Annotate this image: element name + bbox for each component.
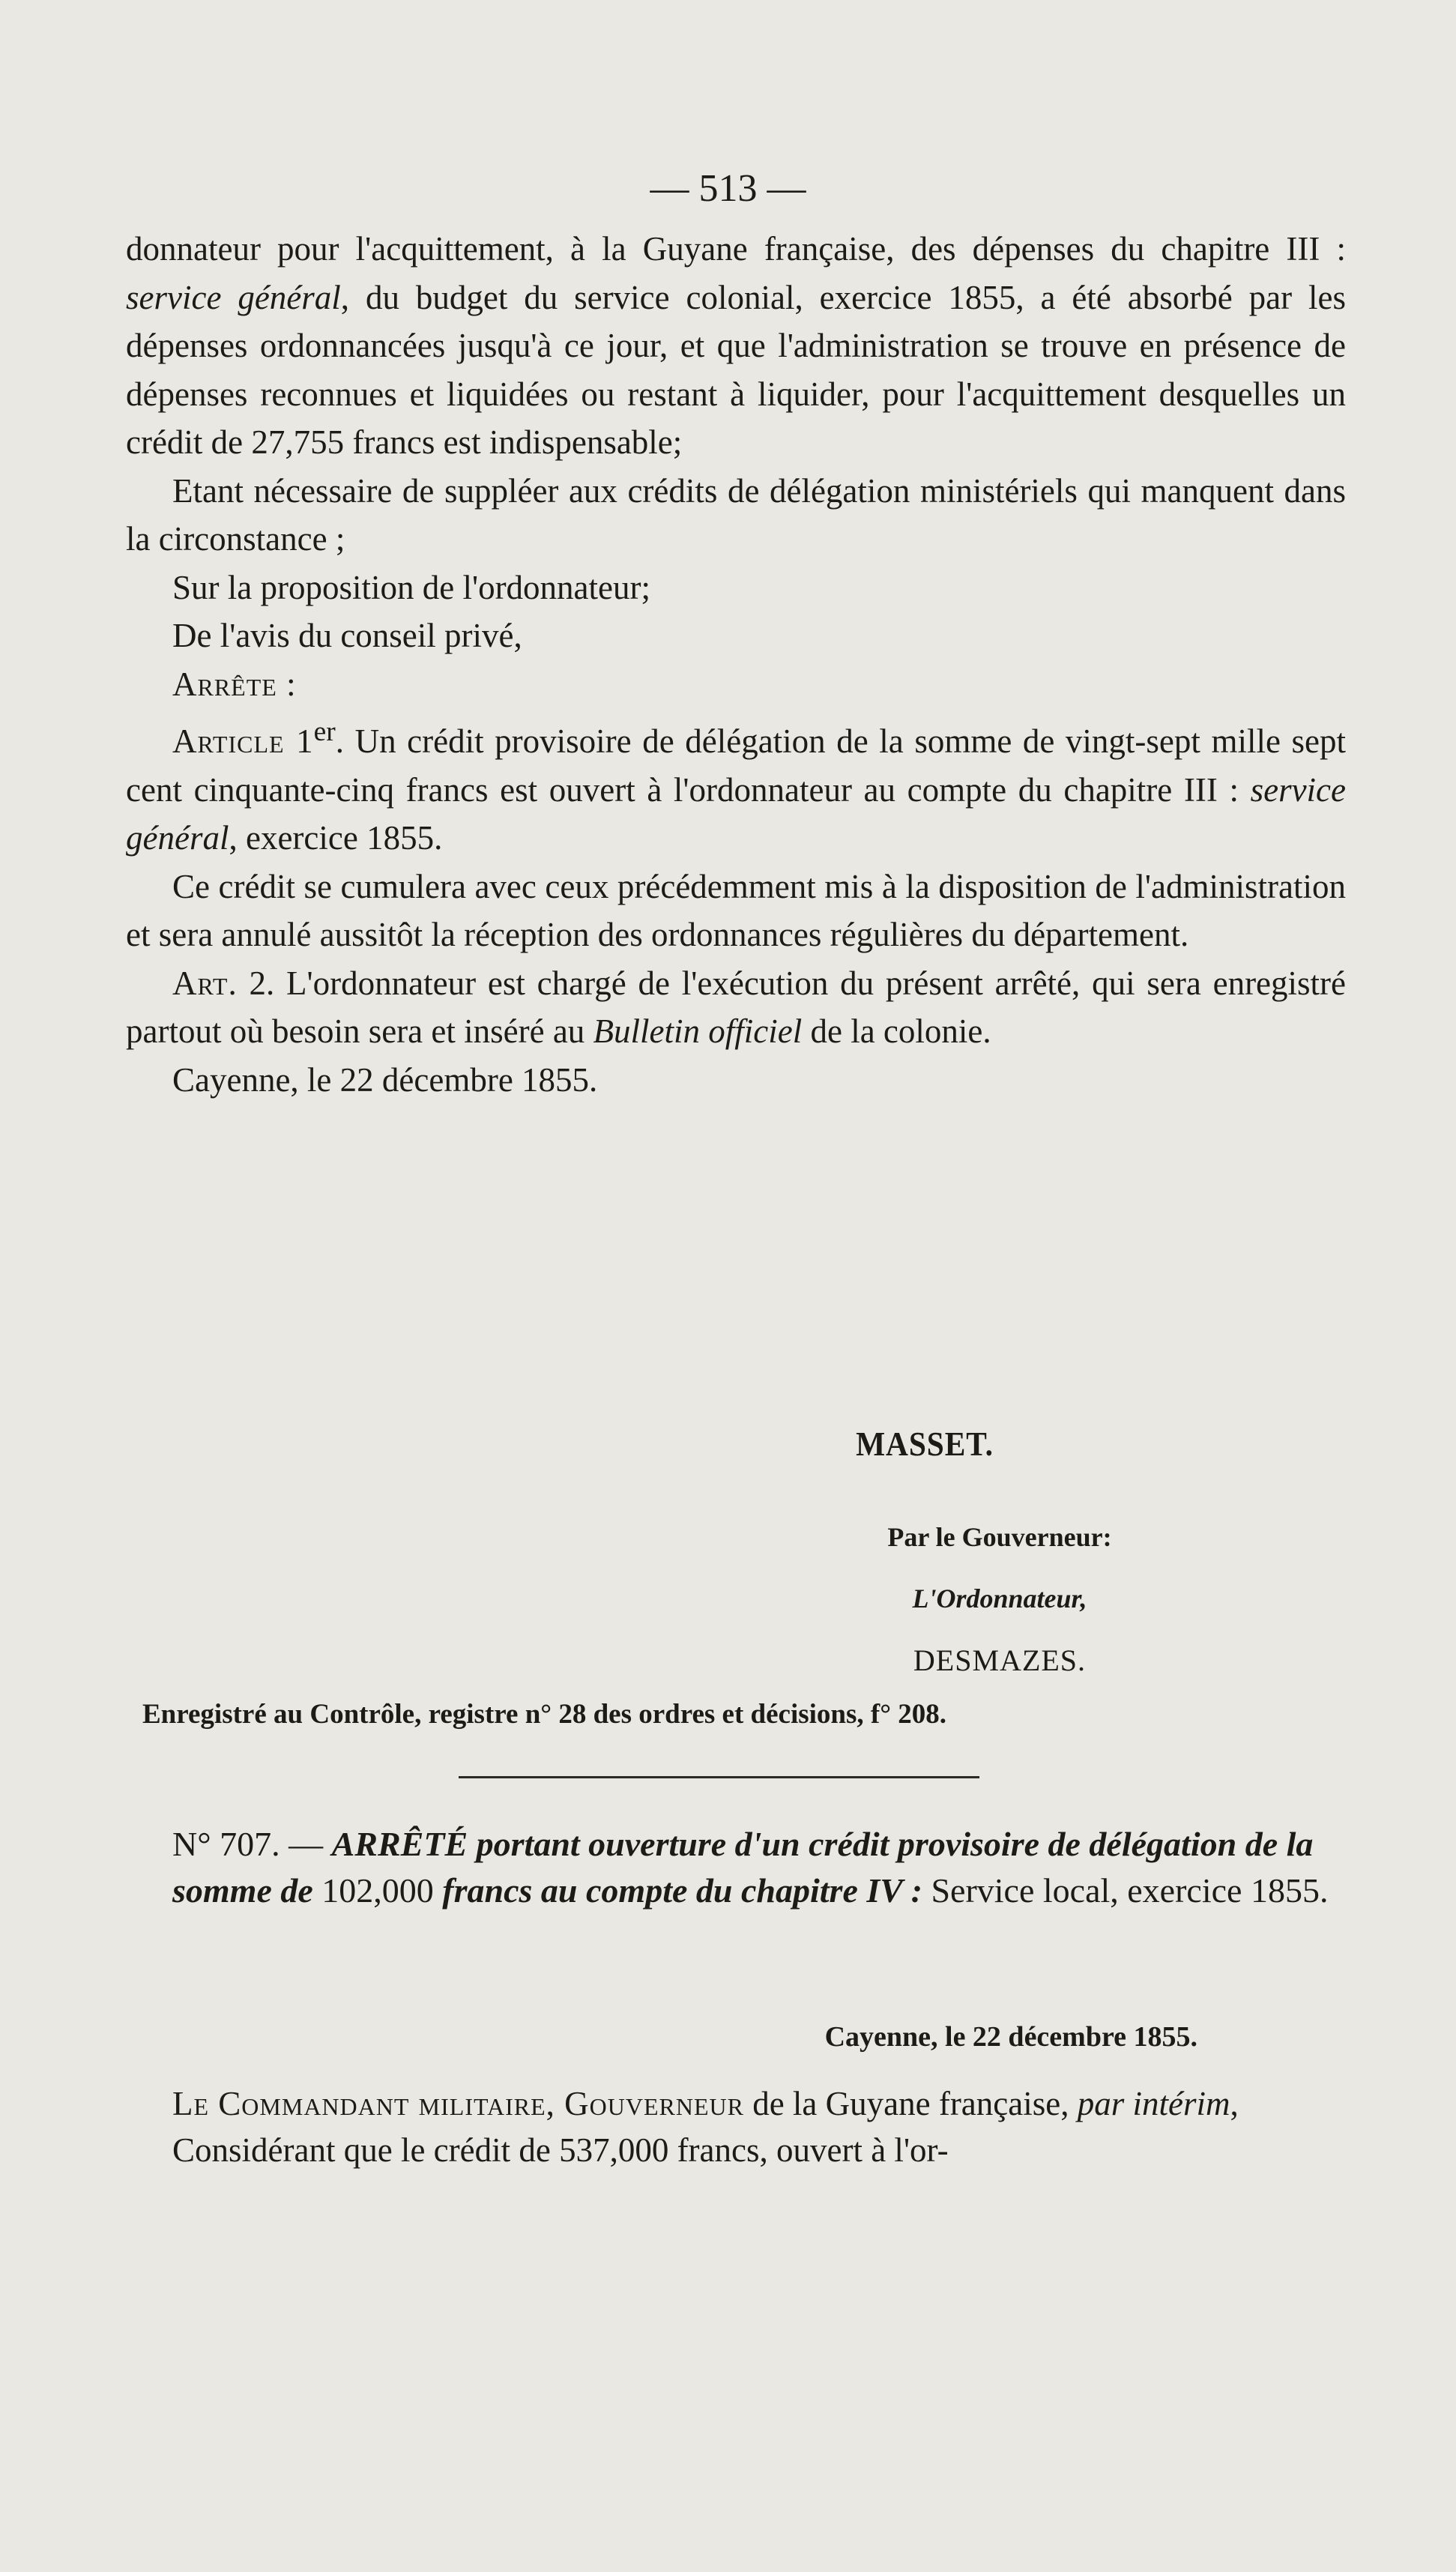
superscript: er <box>313 716 336 747</box>
paragraph: Ce crédit se cumulera avec ceux précédemment mis à la disposition de l'administration et sera annulé aussitôt la réception des ordonnances régulières du département. <box>126 867 1346 953</box>
body-text <box>126 225 1346 1104</box>
signature-name: MASSET. <box>856 1425 994 1463</box>
text: donnateur pour l'acquittement, à la Guyane française, des dépenses du chapitre III : <box>126 230 1346 268</box>
arrete-heading: Arrête : <box>172 665 297 703</box>
text: , exercice 1855. <box>229 819 443 857</box>
paragraph: Etant nécessaire de suppléer aux crédits de délégation ministériels qui manquent dans la circonstance ; <box>126 471 1346 558</box>
decree-amount: 102,000 <box>321 1871 434 1910</box>
text: de la Guyane française, <box>743 2085 1078 2122</box>
paragraph <box>126 225 1346 467</box>
text: , du budget du service colonial, exercice 1855, a été absorbé par les dépenses ordonnancées jusqu'à ce jour, et que l'administration se trouve en présence de dépenses reconnues et liquidées ou restant à liquider, pour l'acquittement desquelles un crédit de 27,755 francs est indispensable; <box>126 278 1346 461</box>
paragraph <box>126 2080 1346 2127</box>
italic-text: par intérim <box>1077 2085 1230 2122</box>
registry-note: Enregistré au Contrôle, registre n° 28 des ordres et décisions, f° 208. <box>142 1699 947 1730</box>
paragraph: De l'avis du conseil privé, <box>172 617 522 654</box>
paragraph <box>126 708 1346 863</box>
decree-heading <box>172 1821 1346 1914</box>
decree-date: Cayenne, le 22 décembre 1855. <box>824 2021 1197 2053</box>
decree-number: N° 707. <box>172 1825 280 1863</box>
text: 2. L'ordonnateur est chargé de l'exécution du présent arrêté, qui sera enregistré partout où besoin sera et inséré au <box>126 964 1346 1050</box>
decree-title: francs au compte du chapitre IV : <box>433 1871 931 1910</box>
signature-name-2: DESMAZES. <box>913 1643 1087 1677</box>
italic-text: service général <box>126 770 1346 857</box>
text: de la colonie. <box>802 1012 991 1050</box>
dash: — <box>280 1825 332 1863</box>
text: . Un crédit provisoire de délégation de la somme de vingt-sept mille sept cent cinquante-cinq francs est ouvert à l'ordonnateur au compte du chapitre III : <box>126 722 1347 809</box>
signature-role: L'Ordonnateur, <box>912 1584 1087 1613</box>
article-label: Art. <box>172 964 238 1002</box>
governor-title: Le Commandant militaire, Gouverneur <box>172 2085 744 2122</box>
italic-text: service général <box>126 278 341 316</box>
decree-title: ARRÊTÉ portant ouverture d'un crédit provisoire de délégation de la somme de <box>172 1825 1314 1910</box>
italic-text: Bulletin officiel <box>593 1012 803 1050</box>
decree-service: Service local, exercice 1855. <box>931 1871 1329 1910</box>
article-label: Article 1 <box>172 722 314 760</box>
signature-by: Par le Gouverneur: <box>887 1522 1112 1552</box>
paragraph: Considérant que le crédit de 537,000 francs, ouvert à l'or- <box>172 2131 949 2169</box>
paragraph: Cayenne, le 22 décembre 1855. <box>172 1060 598 1099</box>
running-head: — 513 — <box>650 167 806 210</box>
divider <box>459 1776 979 1778</box>
text: , <box>1230 2085 1239 2122</box>
paragraph: Sur la proposition de l'ordonnateur; <box>172 568 650 606</box>
paragraph <box>126 959 1346 1056</box>
body-text-2 <box>126 2080 1346 2173</box>
